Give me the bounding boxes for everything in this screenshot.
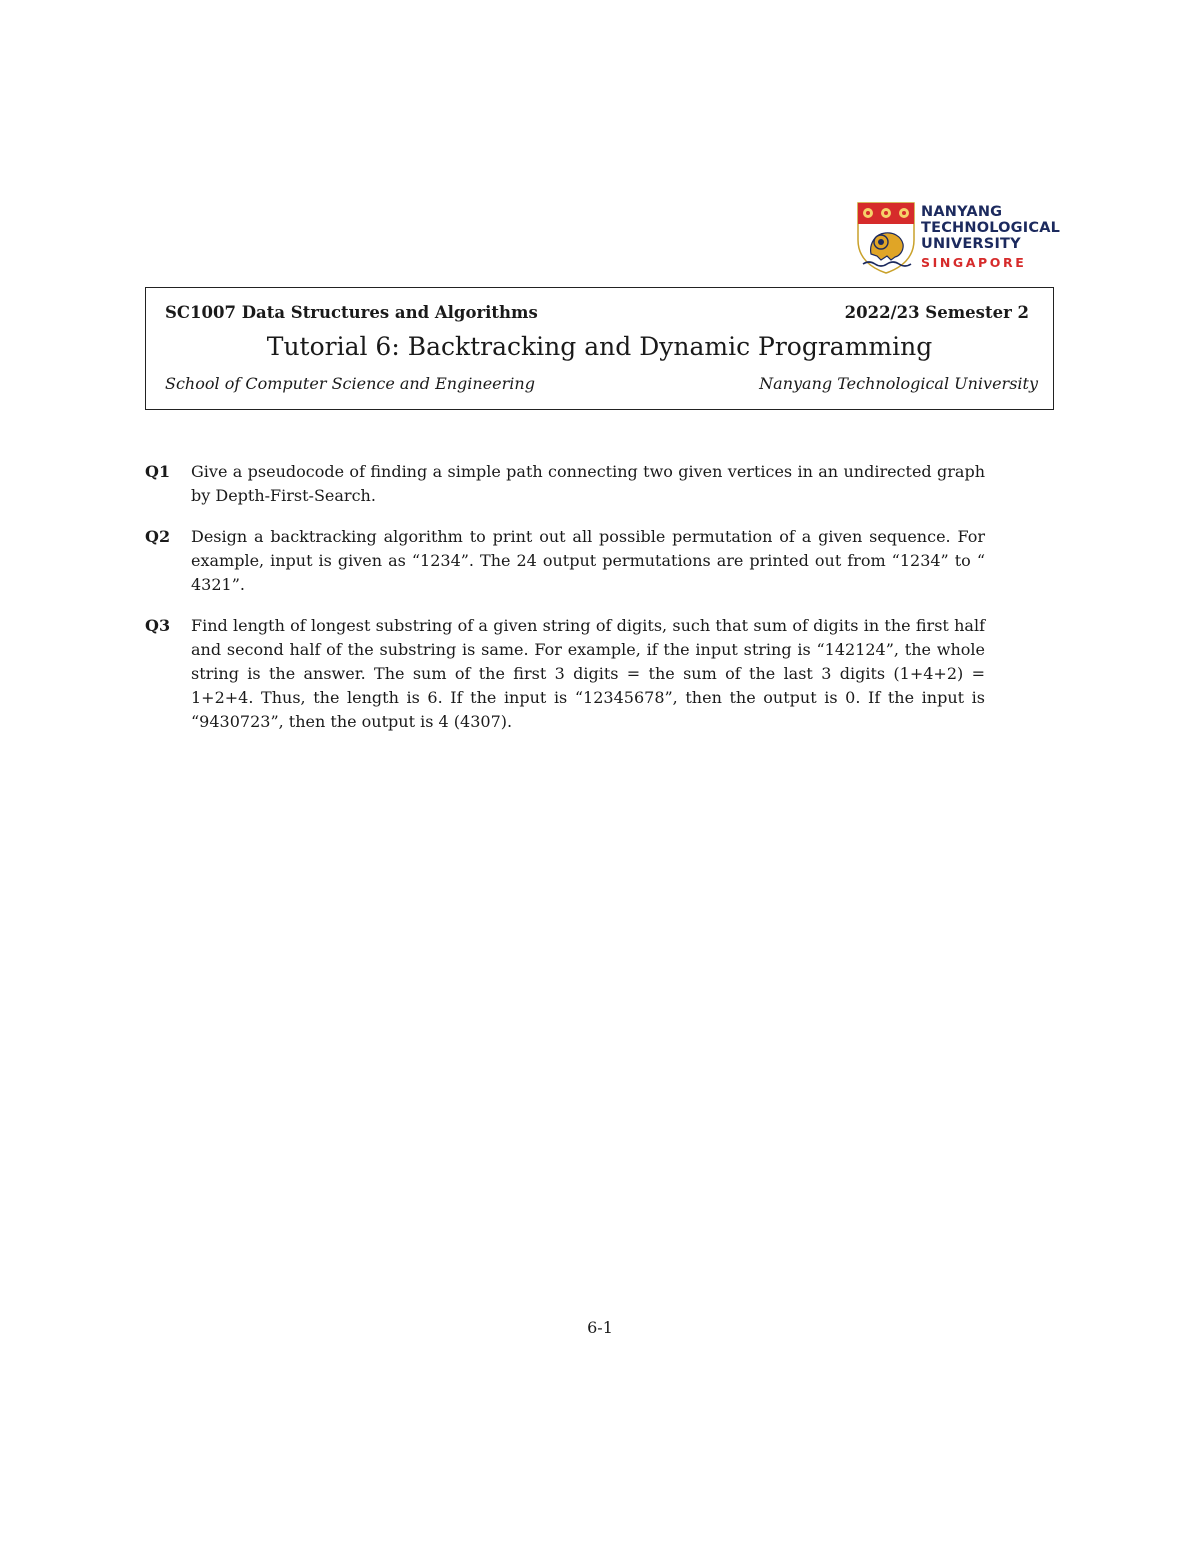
question-text: Give a pseudocode of finding a simple path connecting two given vertices in an undirected graph by Depth-First-Search. [191,462,985,505]
header-box [145,287,1054,410]
question-text: Find length of longest substring of a given string of digits, such that sum of digits in the first half and second half of the substring is same. For example, if the input string is “142124”, the whole string is the answer. The sum of the first 3 digits = the sum of the last 3 digits (1+4+2) = 1+2+4. Thus, the length is 6. If the input is “12345678”, then the output is 0. If the input is “9430723”, then the output is 4 (4307). [191,616,985,731]
question-item [145,460,985,508]
question-label: Q3 [145,616,171,635]
question-label: Q1 [145,462,171,481]
course-title: SC1007 Data Structures and Algorithms [165,303,538,322]
question-label: Q2 [145,527,171,546]
ntu-crest-icon [857,202,915,274]
tutorial-title: Tutorial 6: Backtracking and Dynamic Programming [266,332,933,361]
question-text: Design a backtracking algorithm to print out all possible permutation of a given sequence. For example, input is given as “1234”. The 24 output permutations are printed out from “1234” to “ 4321”. [191,527,985,594]
semester-label: 2022/23 Semester 2 [844,303,1029,322]
ntu-wordmark [921,204,1060,271]
logo-line-university: UNIVERSITY [921,236,1021,252]
logo-line-nanyang: NANYANG [921,204,1003,220]
school-name: School of Computer Science and Engineering [165,374,535,393]
logo-line-singapore: SINGAPORE [921,255,1027,270]
university-name: Nanyang Technological University [759,374,1038,393]
question-list [145,460,985,751]
ntu-logo [857,202,1061,274]
question-item [145,525,985,597]
page-number: 6-1 [587,1318,613,1337]
question-item [145,614,985,734]
logo-line-technological: TECHNOLOGICAL [921,220,1061,236]
